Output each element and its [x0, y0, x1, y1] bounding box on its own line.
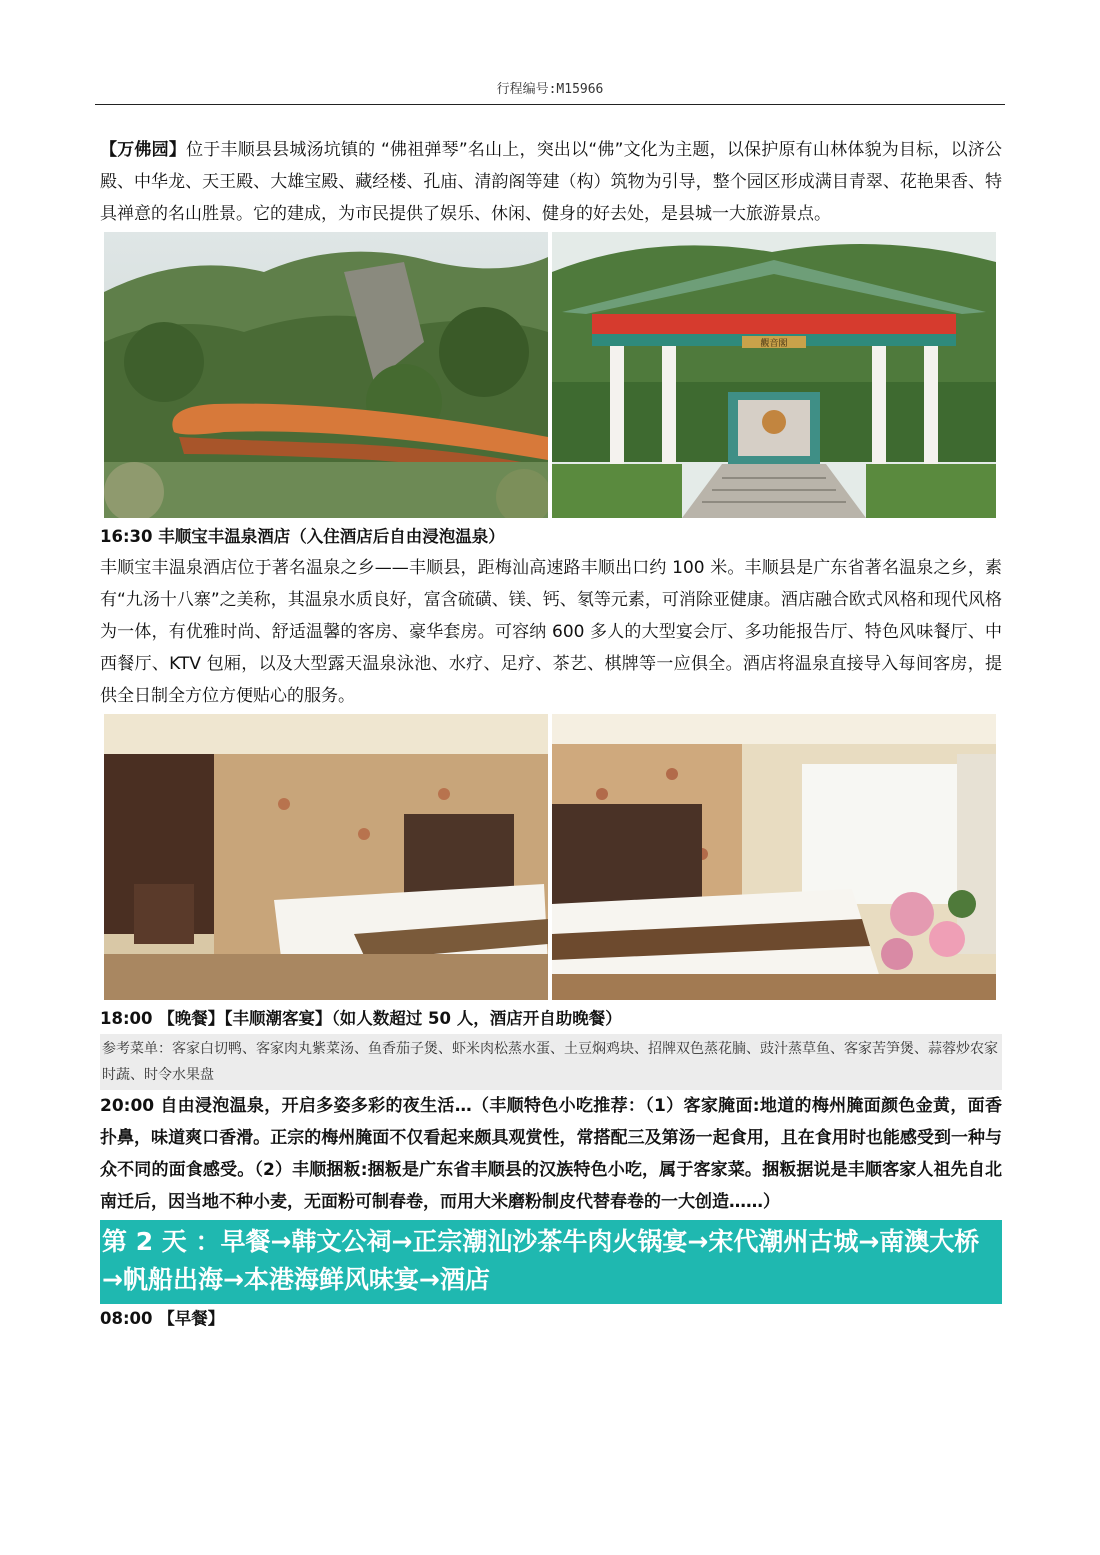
day-2-banner: 第 2 天 ：早餐→韩文公祠→正宗潮汕沙茶牛肉火锅宴→宋代潮州古城→南澳大桥→帆船出海→本港海鲜风味宴→酒店: [100, 1220, 1002, 1304]
hotel-description: 丰顺宝丰温泉酒店位于著名温泉之乡——丰顺县，距梅汕高速路丰顺出口约 100 米。丰顺县是广东省著名温泉之乡，素有“九汤十八寨”之美称，其温泉水质良好，富含硫磺、镁、钙、氡等元素，可消除亚健康。酒店融合欧式风格和现代风格为一体，有优雅时尚、舒适温馨的客房、豪华套房。可容纳 600 多人的大型宴会厅、多功能报告厅、特色风味餐厅、中西餐厅、KTV 包厢，以及大型露天温泉泳池、水疗、足疗、茶艺、棋牌等一应俱全。酒店将温泉直接导入每间客房，提供全日制全方位方便贴心的服务。: [100, 558, 1002, 706]
dinner-time-title: 18:00 【晚餐】【丰顺潮客宴】（如人数超过 50 人，酒店开自助晚餐）: [100, 1009, 622, 1028]
breakfast-time-title: 08:00 【早餐】: [100, 1309, 225, 1328]
itinerary-code-header: [95, 78, 1005, 105]
itinerary-code: 行程编号:M15966: [496, 82, 604, 97]
pavilion-plaque: 觀音閣: [760, 339, 788, 349]
document-content: [100, 134, 1002, 1334]
wanfo-garden-label: 【万佛园】: [100, 140, 187, 160]
wanfo-garden-photos: [104, 232, 996, 518]
hotel-twin-room-photo: [104, 714, 548, 1000]
hotel-time-title: 16:30 丰顺宝丰温泉酒店（入住酒店后自由浸泡温泉）: [100, 527, 505, 546]
hotel-room-photos: [104, 714, 996, 1000]
hotel-suite-photo: [552, 714, 996, 1000]
night-activity-paragraph: 20:00 自由浸泡温泉，开启多姿多彩的夜生活…（丰顺特色小吃推荐：（1）客家腌面:地道的梅州腌面颜色金黄，面香扑鼻，味道爽口香滑。正宗的梅州腌面不仅看起来颇具观赏性，常搭配三及第汤一起食用，且在食用时也能感受到一种与众不同的面食感受。（2）丰顺捆粄:捆粄是广东省丰顺县的汉族特色小吃，属于客家菜。捆粄据说是丰顺客家人祖先自北南迁后，因当地不种小麦，无面粉可制春卷，而用大米磨粉制皮代替春卷的一大创造……）: [100, 1096, 1002, 1212]
dinner-menu: 参考菜单：客家白切鸭、客家肉丸紫菜汤、鱼香茄子煲、虾米肉松蒸水蛋、土豆焖鸡块、招牌双色蒸花腩、豉汁蒸草鱼、客家苦笋煲、蒜蓉炒农家时蔬、时令水果盘: [100, 1034, 1002, 1090]
pavilion-gate-photo: [552, 232, 996, 518]
dragon-corridor-photo: [104, 232, 548, 518]
wanfo-garden-text: 位于丰顺县县城汤坑镇的 “佛祖弹琴”名山上，突出以“佛”文化为主题，以保护原有山林体貌为目标，以济公殿、中华龙、天王殿、大雄宝殿、藏经楼、孔庙、清韵阁等建（构）筑物为引导，整个园区形成满目青翠、花艳果香、特具禅意的名山胜景。它的建成，为市民提供了娱乐、休闲、健身的好去处，是县城一大旅游景点。: [100, 140, 1003, 224]
wanfo-garden-paragraph: [100, 134, 1002, 230]
